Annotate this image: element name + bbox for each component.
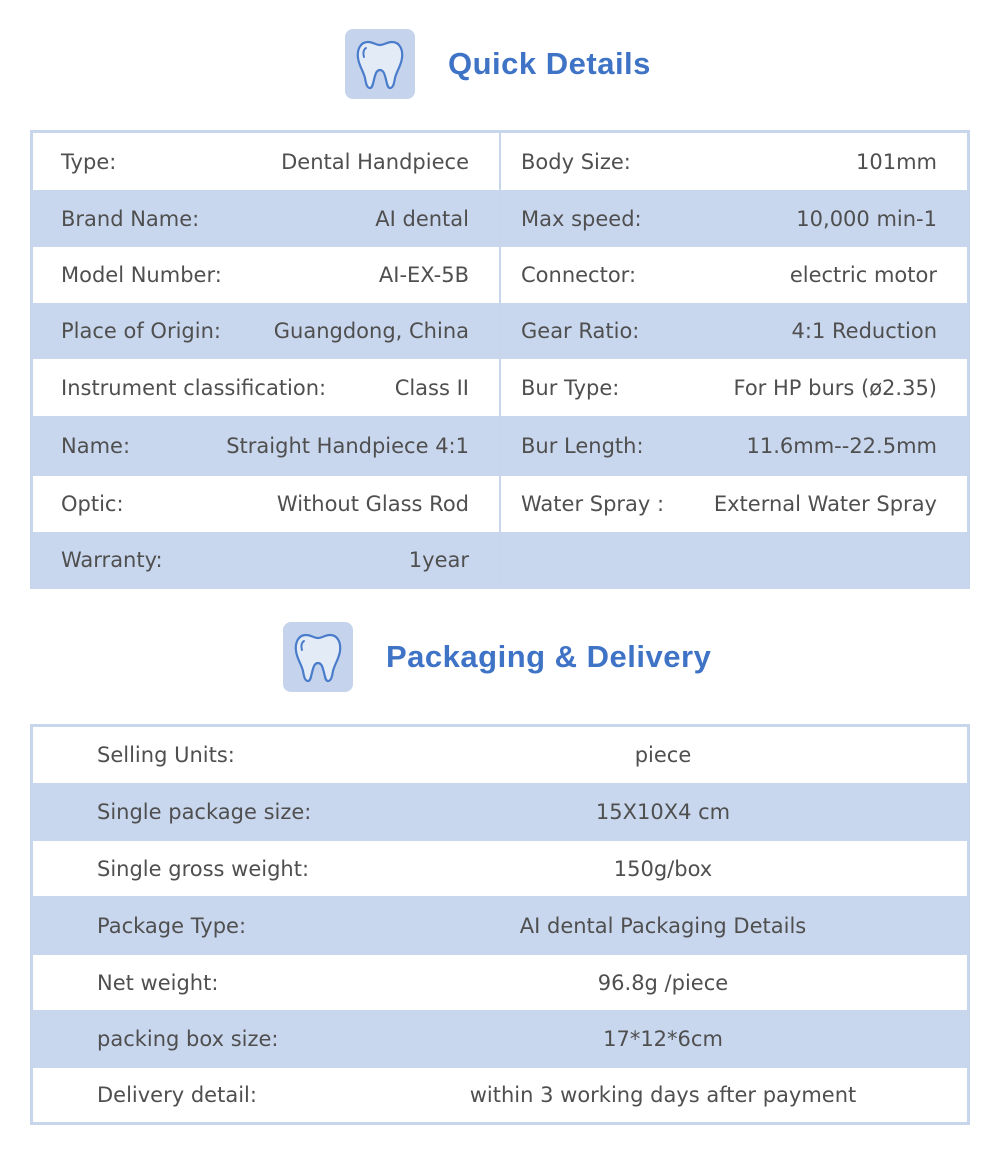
detail-label: Place of Origin: — [61, 319, 221, 343]
detail-label: Optic: — [61, 492, 124, 516]
quick-details-left-column — [33, 133, 501, 588]
detail-value: electric motor — [789, 263, 937, 287]
detail-label: Gear Ratio: — [521, 319, 640, 343]
detail-value: 101mm — [856, 149, 937, 174]
packaging-label: Package Type: — [97, 913, 247, 938]
detail-row — [33, 133, 499, 190]
packaging-value: AI dental Packaging Details — [519, 913, 807, 938]
detail-value: AI dental — [375, 206, 469, 231]
packaging-label: Net weight: — [97, 970, 219, 995]
detail-row — [33, 476, 499, 532]
packaging-row — [33, 727, 967, 783]
packaging-row — [33, 1068, 967, 1122]
packaging-header — [283, 622, 711, 692]
packaging-row — [33, 1010, 967, 1068]
detail-label: Water Spray : — [521, 492, 665, 516]
detail-row — [33, 532, 499, 588]
detail-label: Connector: — [521, 263, 637, 287]
detail-value: 4:1 Reduction — [791, 319, 937, 343]
detail-label: Body Size: — [521, 149, 631, 174]
detail-label: Model Number: — [61, 263, 222, 287]
detail-row — [501, 532, 967, 588]
packaging-label: Single gross weight: — [97, 856, 310, 881]
detail-value: Without Glass Rod — [276, 492, 469, 516]
detail-label: Type: — [61, 149, 117, 174]
detail-value: 11.6mm--22.5mm — [746, 434, 937, 458]
detail-row — [501, 416, 967, 476]
packaging-row — [33, 841, 967, 896]
detail-value: 10,000 min-1 — [796, 206, 937, 231]
packaging-value: 17*12*6cm — [603, 1027, 723, 1051]
detail-row — [33, 416, 499, 476]
packaging-label: packing box size: — [97, 1027, 279, 1051]
packaging-label: Selling Units: — [97, 743, 235, 767]
packaging-value: 15X10X4 cm — [595, 800, 731, 824]
detail-label: Name: — [61, 434, 131, 458]
tooth-icon — [345, 29, 415, 99]
detail-value: For HP burs (ø2.35) — [733, 375, 937, 400]
detail-row — [33, 190, 499, 247]
packaging-row — [33, 955, 967, 1010]
detail-row — [501, 303, 967, 359]
detail-row — [501, 190, 967, 247]
section-title: Quick Details — [448, 46, 651, 81]
packaging-row — [33, 783, 967, 841]
detail-value: Class II — [394, 375, 469, 400]
detail-label: Instrument classification: — [61, 375, 327, 400]
packaging-value: within 3 working days after payment — [469, 1083, 857, 1107]
packaging-value: 150g/box — [613, 856, 713, 881]
packaging-label: Delivery detail: — [97, 1083, 257, 1107]
detail-row — [33, 359, 499, 416]
packaging-row — [33, 896, 967, 955]
detail-label: Brand Name: — [61, 206, 200, 231]
quick-details-table — [30, 130, 970, 589]
quick-details-header — [345, 29, 651, 99]
packaging-table — [30, 724, 970, 1125]
detail-label: Warranty: — [61, 548, 163, 572]
detail-label: Bur Length: — [521, 434, 644, 458]
tooth-icon — [283, 622, 353, 692]
detail-row — [501, 476, 967, 532]
detail-row — [501, 359, 967, 416]
quick-details-right-column — [501, 133, 967, 588]
detail-value: Guangdong, China — [273, 319, 469, 343]
detail-row — [33, 247, 499, 303]
detail-value: 1year — [408, 548, 469, 572]
detail-value: External Water Spray — [713, 492, 937, 516]
detail-row — [501, 133, 967, 190]
detail-row — [501, 247, 967, 303]
section-title: Packaging & Delivery — [386, 639, 712, 674]
detail-value: AI-EX-5B — [378, 263, 469, 287]
packaging-label: Single package size: — [97, 800, 312, 824]
detail-row — [33, 303, 499, 359]
detail-label: Bur Type: — [521, 375, 620, 400]
packaging-value: piece — [634, 743, 692, 767]
detail-value: Dental Handpiece — [281, 149, 469, 174]
detail-label: Max speed: — [521, 206, 642, 231]
detail-value: Straight Handpiece 4:1 — [226, 434, 469, 458]
packaging-value: 96.8g /piece — [597, 970, 729, 995]
